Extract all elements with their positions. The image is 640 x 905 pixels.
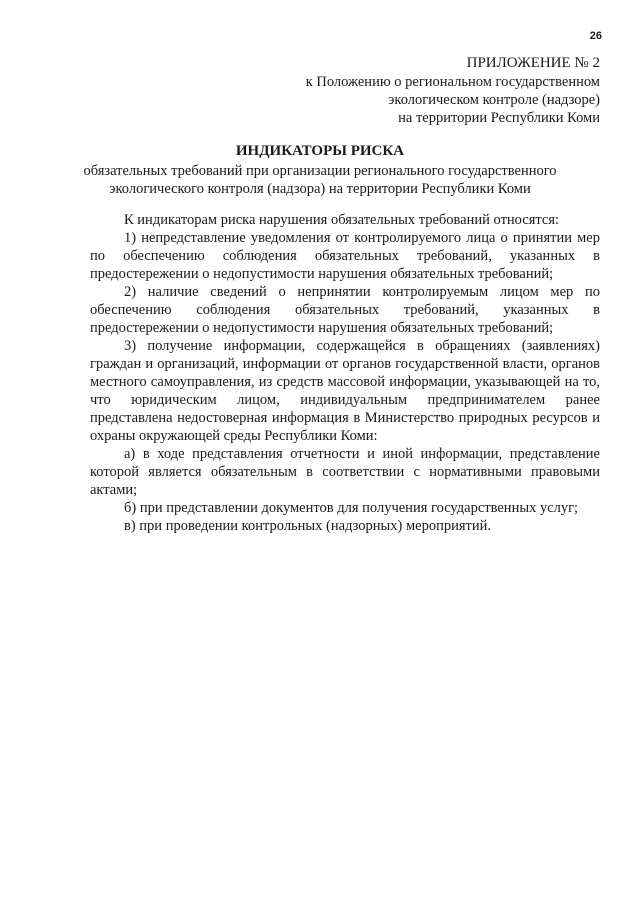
- appendix-line: к Положению о региональном государственном: [305, 74, 600, 90]
- appendix-block: [240, 54, 600, 127]
- document-body: [90, 211, 600, 535]
- paragraph-subitem-b: б) при представлении документов для получения государственных услуг;: [124, 500, 579, 516]
- paragraph-item-3: 3) получение информации, содержащейся в обращениях (заявлениях) граждан и организаций, информации от органов государственной власти, органов местного самоуправления, из средств массовой информации, указывающей на то, что юридическим лицом, индивидуальным предпринимателем ранее представлена недостоверная информация в Министерство природных ресурсов и охраны окружающей среды Республики Коми:: [90, 338, 600, 444]
- appendix-line: на территории Республики Коми: [398, 110, 600, 126]
- paragraph-subitem-c: в) при проведении контрольных (надзорных) мероприятий.: [124, 518, 492, 534]
- appendix-title: ПРИЛОЖЕНИЕ № 2: [466, 55, 600, 71]
- paragraph-item-1: 1) непредставление уведомления от контролируемого лица о принятии мер по обеспечению соблюдения обязательных требований, указанных в предостережении о недопустимости нарушения обязательных требований;: [90, 230, 600, 282]
- paragraph-intro: К индикаторам риска нарушения обязательных требований относятся:: [124, 212, 560, 228]
- document-title: ИНДИКАТОРЫ РИСКА: [235, 143, 405, 159]
- document-subtitle-line: экологического контроля (надзора) на территории Республики Коми: [109, 181, 531, 197]
- document-heading: [0, 142, 640, 198]
- paragraph-item-2: 2) наличие сведений о непринятии контролируемым лицом мер по обеспечению соблюдения обязательных требований, указанных в предостережении о недопустимости нарушения обязательных требований;: [90, 284, 600, 336]
- document-subtitle-line: обязательных требований при организации регионального государственного: [83, 163, 557, 179]
- appendix-line: экологическом контроле (надзоре): [388, 92, 600, 108]
- page-number: 26: [589, 30, 602, 42]
- paragraph-subitem-a: а) в ходе представления отчетности и иной информации, представление которой является обязательным в соответствии с нормативными правовыми актами;: [90, 446, 600, 498]
